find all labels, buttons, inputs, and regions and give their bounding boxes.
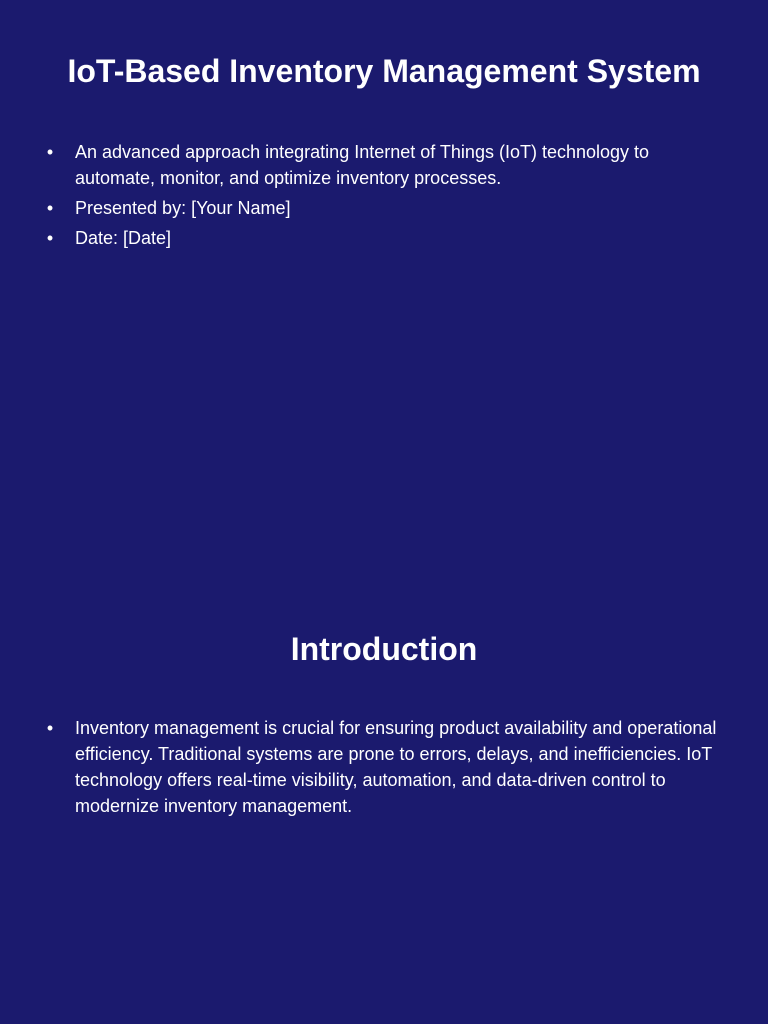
bullet-icon: • — [46, 142, 54, 162]
bullet-icon: • — [46, 228, 54, 248]
bullet-text: Date: [Date] — [75, 228, 172, 248]
slide-introduction — [0, 576, 768, 1024]
slide-2-title: Introduction — [290, 631, 478, 667]
bullet-text: An advanced approach integrating Internet of Things (IoT) technology to automate, monitor, and optimize inventory processes. — [75, 142, 650, 188]
bullet-icon: • — [46, 718, 54, 738]
bullet-item — [0, 139, 768, 191]
bullet-item — [0, 715, 768, 819]
bullet-icon: • — [46, 198, 54, 218]
slide-1-title: IoT-Based Inventory Management System — [67, 53, 701, 89]
bullet-text: Presented by: [Your Name] — [75, 198, 291, 218]
bullet-item — [0, 195, 768, 221]
slide-2-bullet-list — [0, 715, 768, 823]
slide-1-bullet-list — [0, 139, 768, 255]
bullet-item — [0, 225, 768, 251]
bullet-text: Inventory management is crucial for ensuring product availability and operational efficiency. Traditional systems are prone to errors, delays, and inefficiencies. IoT technology offers real-time visibility, automation, and data-driven control to modernize inventory management. — [75, 718, 717, 816]
